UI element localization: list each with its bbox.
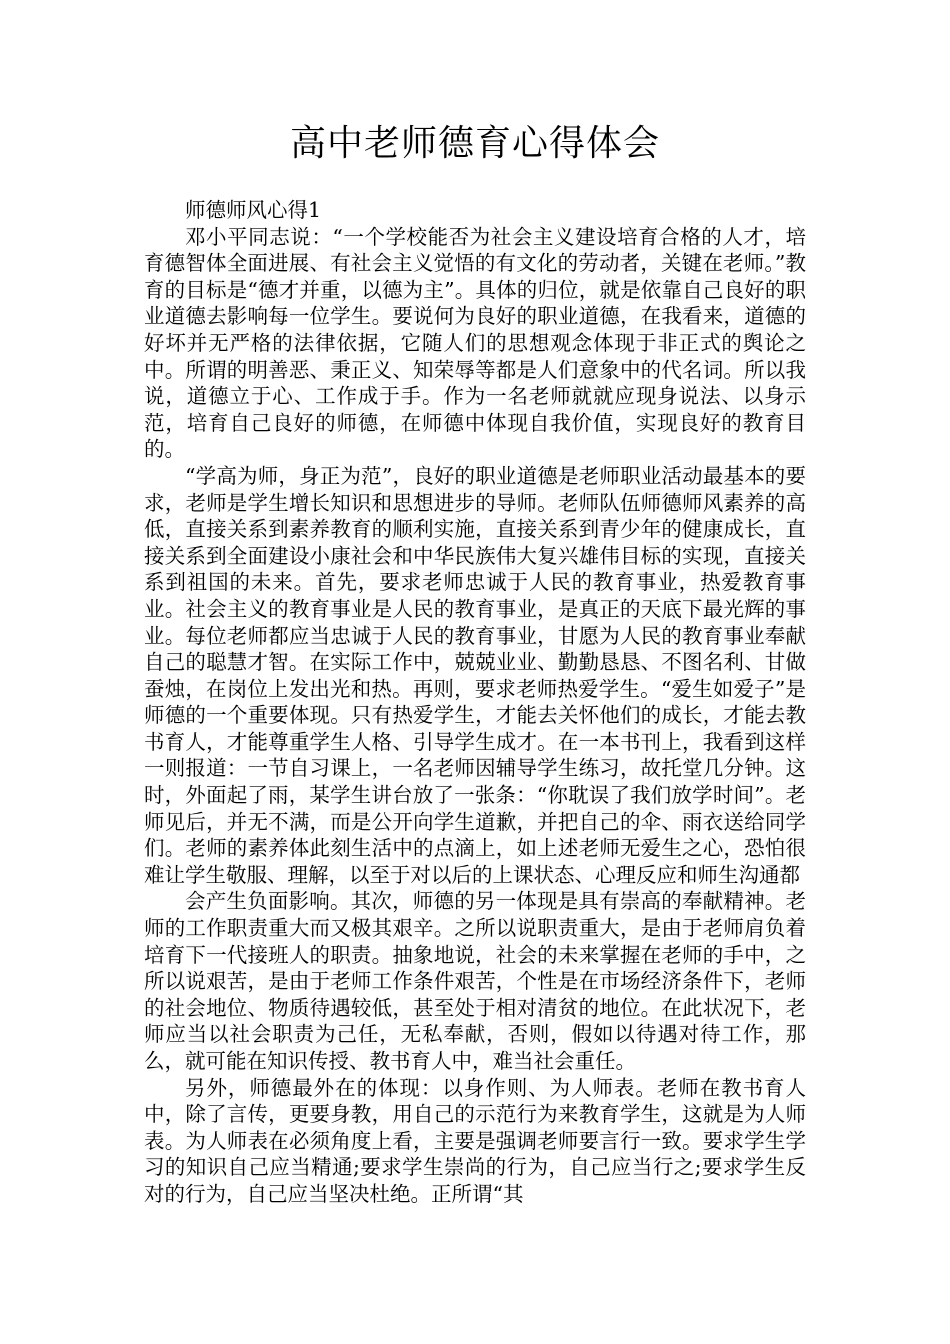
document-body	[144, 197, 806, 1208]
paragraph: “学高为师，身正为范”，良好的职业道德是老师职业活动最基本的要求，老师是学生增长知识和思想进步的导师。老师队伍师德师风素养的高低，直接关系到素养教育的顺利实施，直接关系到青少年的健康成长，直接关系到全面建设小康社会和中华民族伟大复兴雄伟目标的实现，直接关系到祖国的未来。首先，要求老师忠诚于人民的教育事业，热爱教育事业。社会主义的教育事业是人民的教育事业，是真正的天底下最光辉的事业。每位老师都应当忠诚于人民的教育事业，甘愿为人民的教育事业奉献自己的聪慧才智。在实际工作中，兢兢业业、勤勤恳恳、不图名利、甘做蚕烛，在岗位上发出光和热。再则，要求老师热爱学生。“爱生如爱子”是师德的一个重要体现。只有热爱学生，才能去关怀他们的成长，才能去教书育人，才能尊重学生人格、引导学生成才。在一本书刊上，我看到这样一则报道：一节自习课上，一名老师因辅导学生练习，故托堂几分钟。这时，外面起了雨，某学生讲台放了一张条：“你耽误了我们放学时间”。老师见后，并无不满，而是公开向学生道歉，并把自己的伞、雨衣送给同学们。老师的素养体此刻生活中的点滴上，如上述老师无爱生之心，恐怕很难让学生敬服、理解，以至于对以后的上课状态、心理反应和师生沟通都	[144, 463, 806, 887]
section-heading: 师德师风心得1	[185, 198, 322, 222]
paragraph: 会产生负面影响。其次，师德的另一体现是具有崇高的奉献精神。老师的工作职责重大而又极其艰辛。之所以说职责重大，是由于老师肩负着培育下一代接班人的职责。抽象地说，社会的未来掌握在老师的手中，之所以说艰苦，是由于老师工作条件艰苦，个性是在市场经济条件下，老师的社会地位、物质待遇较低，甚至处于相对清贫的地位。在此状况下，老师应当以社会职责为己任，无私奉献，否则，假如以待遇对待工作，那么，就可能在知识传授、教书育人中，难当社会重任。	[144, 889, 806, 1073]
paragraph: 邓小平同志说：“一个学校能否为社会主义建设培育合格的人才，培育德智体全面进展、有社会主义觉悟的有文化的劳动者，关键在老师。”教育的目标是“德才并重，以德为主”。具体的归位，就是依靠自己良好的职业道德去影响每一位学生。要说何为良好的职业道德，在我看来，道德的好坏并无严格的法律依据，它随人们的思想观念体现于非正式的舆论之中。所谓的明善恶、秉正义、知荣辱等都是人们意象中的代名词。所以我说，道德立于心、工作成于手。作为一名老师就就应现身说法、以身示范，培育自己良好的师德，在师德中体现自我价值，实现良好的教育目的。	[144, 224, 806, 462]
paragraph: 另外，师德最外在的体现：以身作则、为人师表。老师在教书育人中，除了言传，更要身教，用自己的示范行为来教育学生，这就是为人师表。为人师表在必须角度上看，主要是强调老师要言行一致。要求学生学习的知识自己应当精通;要求学生崇尚的行为，自己应当行之;要求学生反对的行为，自己应当坚决杜绝。正所谓“其	[144, 1075, 806, 1206]
document-title: 高中老师德育心得体会	[289, 123, 660, 164]
